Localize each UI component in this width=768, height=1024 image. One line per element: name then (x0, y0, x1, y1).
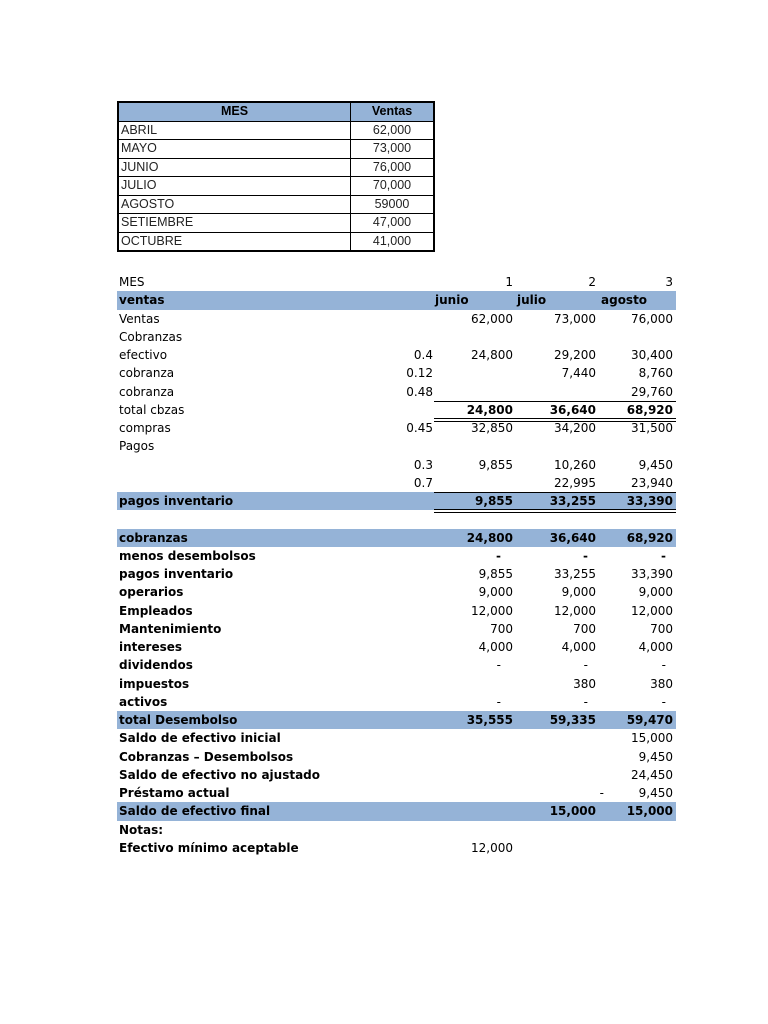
percentage: 0.45 (406, 421, 433, 435)
table-row (118, 177, 434, 196)
value-julio: 33,255 (549, 494, 596, 508)
period-2: 2 (588, 275, 596, 289)
value-agosto: 9,000 (638, 585, 673, 600)
intereses-row (117, 638, 676, 656)
value-junio: 9,855 (478, 457, 513, 472)
menos-desembolsos-row (117, 547, 676, 565)
value-julio: - (583, 694, 588, 709)
period-1: 1 (505, 275, 513, 289)
pagos-row (117, 456, 676, 474)
value-agosto: 12,000 (631, 603, 673, 618)
sales-cell: 47,000 (351, 214, 435, 233)
value-junio: - (496, 694, 501, 709)
month-junio: junio (435, 293, 469, 308)
cobranzas-summary-row (117, 529, 676, 547)
value-julio: 36,640 (549, 402, 596, 417)
row-label: Mantenimiento (119, 621, 222, 636)
column-header-month: MES (118, 102, 351, 121)
row-label: efectivo (119, 348, 168, 362)
value-agosto: 68,920 (626, 402, 673, 417)
value-julio: 36,640 (549, 530, 596, 545)
activos-row (117, 693, 676, 711)
row-label: impuestos (119, 676, 190, 691)
value-junio: 700 (490, 621, 513, 636)
value-agosto: 33,390 (631, 567, 673, 581)
value-junio: 35,555 (466, 713, 513, 727)
percentage: 0.4 (413, 348, 433, 362)
mantenimiento-row (117, 620, 676, 638)
sales-table-header (118, 102, 434, 121)
value-junio: 9,855 (475, 494, 513, 508)
months-row-label: ventas (119, 293, 165, 308)
value-agosto: 700 (650, 621, 673, 636)
sales-cell: 59000 (351, 195, 435, 214)
row-label: dividendos (119, 658, 193, 673)
pagos-row (117, 474, 676, 492)
value-julio: 10,260 (554, 457, 596, 472)
section-title: Cobranzas (119, 329, 183, 344)
value-agosto: 4,000 (638, 640, 673, 654)
value-agosto: 15,000 (631, 731, 673, 746)
cobranza-row (117, 364, 676, 382)
table-row (118, 121, 434, 140)
efectivo-row (117, 346, 676, 364)
compras-row (117, 419, 676, 437)
value-agosto: - (661, 694, 666, 709)
dividendos-row (117, 656, 676, 674)
saldo-inicial-row (117, 729, 676, 747)
value-agosto: 31,500 (631, 421, 673, 435)
section-title: Pagos (119, 439, 155, 454)
month-julio: julio (517, 293, 547, 308)
value-julio: - (583, 658, 588, 673)
row-label: Saldo de efectivo no ajustado (119, 767, 321, 782)
sales-cell: 41,000 (351, 232, 435, 251)
percentage: 0.12 (406, 366, 433, 381)
value-junio: 4,000 (478, 640, 513, 654)
spacer-row (117, 510, 676, 528)
month-cell: ABRIL (118, 121, 351, 140)
pagos-title-row (117, 437, 676, 455)
row-label: activos (119, 694, 168, 709)
value-julio: - (583, 548, 588, 563)
row-label: Saldo de efectivo inicial (119, 731, 281, 746)
month-cell: MAYO (118, 140, 351, 159)
operarios-row (117, 583, 676, 601)
value-junio: 12,000 (471, 840, 513, 855)
row-label: operarios (119, 585, 184, 600)
value-agosto: 9,450 (638, 786, 673, 800)
value-julio: 29,200 (554, 348, 596, 362)
row-label: intereses (119, 640, 183, 654)
value-julio: 73,000 (554, 311, 596, 326)
row-label: Préstamo actual (119, 786, 230, 800)
value-agosto: 29,760 (631, 384, 673, 399)
row-label: menos desembolsos (119, 548, 256, 563)
value-agosto: 33,390 (626, 494, 673, 508)
column-header-sales: Ventas (351, 102, 435, 121)
value-agosto: 380 (650, 676, 673, 691)
impuestos-row (117, 675, 676, 693)
month-cell: JUNIO (118, 158, 351, 177)
value-agosto: 68,920 (626, 530, 673, 545)
value-julio: 700 (573, 621, 596, 636)
month-cell: JULIO (118, 177, 351, 196)
value-agosto: 76,000 (631, 311, 673, 326)
value-julio: 7,440 (561, 366, 596, 381)
row-label: Saldo de efectivo final (119, 804, 271, 819)
value-julio: 33,255 (554, 567, 596, 581)
row-label: pagos inventario (119, 494, 234, 508)
value-julio: 4,000 (561, 640, 596, 654)
percentage: 0.3 (413, 457, 433, 472)
row-label: Cobranzas – Desembolsos (119, 749, 294, 764)
value-agosto: 9,450 (638, 457, 673, 472)
value-julio: 12,000 (554, 603, 596, 618)
value-junio: 12,000 (471, 603, 513, 618)
table-row (118, 158, 434, 177)
row-label: cobranzas (119, 530, 188, 545)
prestamo-actual-row (117, 784, 676, 802)
ventas-row (117, 310, 676, 328)
sales-cell: 76,000 (351, 158, 435, 177)
row-label: compras (119, 421, 171, 435)
value-agosto: 15,000 (626, 804, 673, 819)
value-julio: 22,995 (554, 475, 596, 490)
value-julio: 15,000 (549, 804, 596, 819)
row-label: cobranza (119, 384, 175, 399)
notes-label: Notas: (119, 822, 164, 837)
month-cell: AGOSTO (118, 195, 351, 214)
value-junio: 62,000 (471, 311, 513, 326)
value-junio: 24,800 (466, 530, 513, 545)
value-junio: 24,800 (471, 348, 513, 362)
saldo-final-row (117, 802, 676, 820)
total-desembolso-row (117, 711, 676, 729)
value-agosto: - (661, 658, 666, 673)
cobranzas-title-row (117, 328, 676, 346)
cobranzas-desembolsos-row (117, 748, 676, 766)
pagos-inventario-total-row (117, 492, 676, 510)
value-julio: 59,335 (549, 713, 596, 727)
dash-mark: - (599, 786, 604, 800)
month-cell: SETIEMBRE (118, 214, 351, 233)
months-row (117, 291, 676, 309)
total-cbzas-row (117, 401, 676, 419)
row-label: Empleados (119, 603, 193, 618)
sales-table (117, 101, 435, 252)
cobranza-row (117, 383, 676, 401)
table-row (118, 140, 434, 159)
value-agosto: 30,400 (631, 348, 673, 362)
value-julio: 9,000 (561, 585, 596, 600)
value-agosto: 8,760 (638, 366, 673, 381)
row-label: total Desembolso (119, 713, 238, 727)
row-label: cobranza (119, 366, 175, 381)
value-agosto: 9,450 (638, 749, 673, 764)
table-row (118, 195, 434, 214)
notas-row (117, 821, 676, 839)
empleados-row (117, 602, 676, 620)
period-header-row (117, 273, 676, 291)
period-3: 3 (665, 275, 673, 289)
value-junio: 24,800 (466, 402, 513, 417)
saldo-no-ajustado-row (117, 766, 676, 784)
table-row (118, 232, 434, 251)
value-junio: - (496, 658, 501, 673)
value-junio: - (496, 548, 501, 563)
value-julio: 34,200 (554, 421, 596, 435)
sales-cell: 62,000 (351, 121, 435, 140)
percentage: 0.48 (406, 384, 433, 399)
value-junio: 32,850 (471, 421, 513, 435)
percentage: 0.7 (413, 475, 433, 490)
value-agosto: 23,940 (631, 475, 673, 490)
period-header-label: MES (119, 275, 145, 289)
sales-cell: 73,000 (351, 140, 435, 159)
sales-cell: 70,000 (351, 177, 435, 196)
value-agosto: - (661, 548, 666, 563)
row-label: Ventas (119, 311, 160, 326)
value-junio: 9,000 (478, 585, 513, 600)
month-agosto: agosto (601, 293, 648, 308)
pagos-inventario-row (117, 565, 676, 583)
value-agosto: 24,450 (631, 767, 673, 782)
row-label: pagos inventario (119, 567, 234, 581)
efectivo-minimo-row (117, 839, 676, 857)
cash-budget-sheet (117, 273, 676, 857)
value-julio: 380 (573, 676, 596, 691)
month-cell: OCTUBRE (118, 232, 351, 251)
table-row (118, 214, 434, 233)
row-label: total cbzas (119, 402, 185, 417)
value-junio: 9,855 (478, 567, 513, 581)
row-label: Efectivo mínimo aceptable (119, 840, 299, 855)
value-agosto: 59,470 (626, 713, 673, 727)
